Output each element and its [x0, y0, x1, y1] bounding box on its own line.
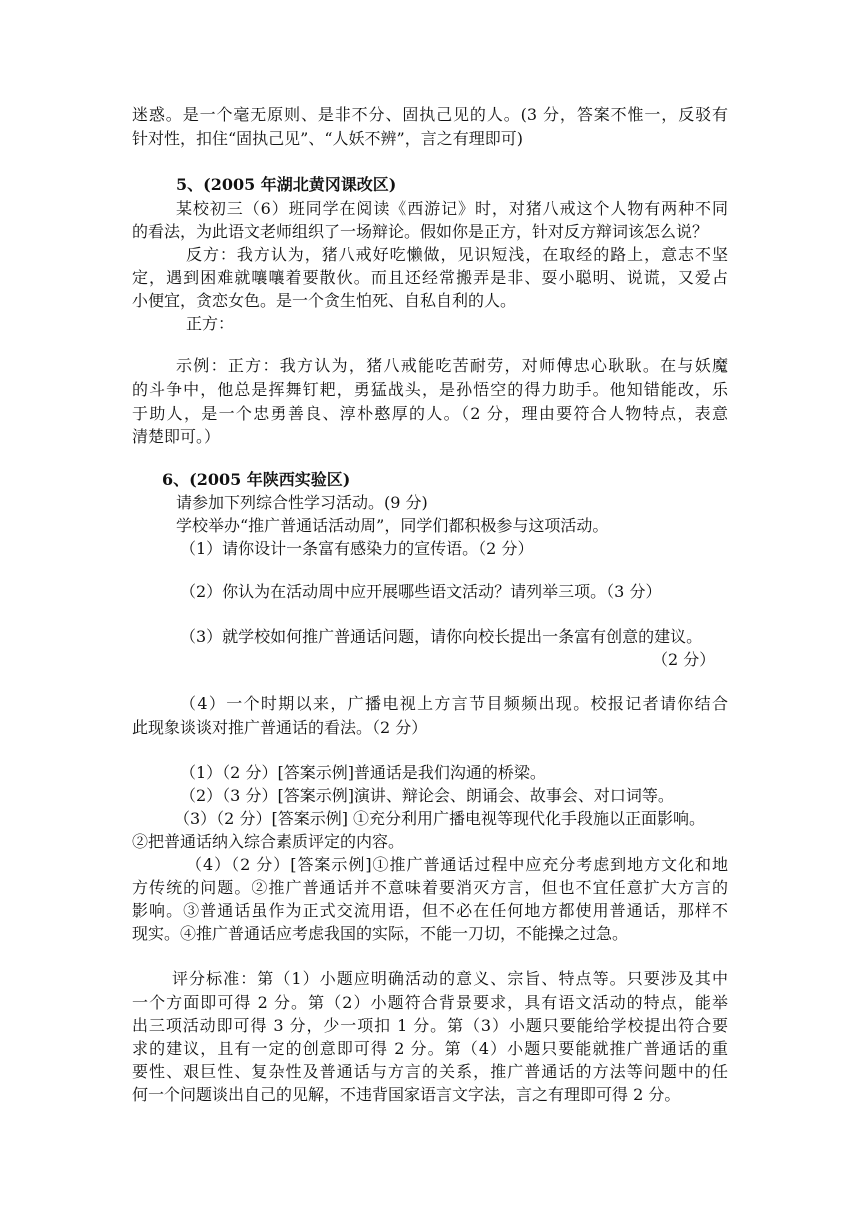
- q5-example-line-1: 示例：正方：我方认为，猪八戒能吃苦耐劳，对师傅忠心耿耿。在与妖魔: [176, 356, 728, 375]
- q6-answer-4-line-2: 方传统的问题。②推广普通话并不意味着要消灭方言，但也不宜任意扩大方言的: [132, 878, 728, 897]
- q6-heading: 6、(2005 年陕西实验区): [162, 470, 351, 489]
- q5-example-line-2: 的斗争中，他总是挥舞钉耙，勇猛战头，是孙悟空的得力助手。他知错能改，乐: [132, 380, 728, 399]
- q6-answer-1: （1）（2 分）[答案示例]普通话是我们沟通的桥梁。: [180, 763, 546, 782]
- q5-prompt-line-1: 某校初三（6）班同学在阅读《西游记》时，对猪八戒这个人物有两种不同: [176, 199, 728, 218]
- q6-scoring-line-6: 何一个问题谈出自己的见解，不违背国家语言文字法，言之有理即可得 2 分。: [132, 1085, 681, 1104]
- q6-sub-question-3-line-2: （2 分）: [652, 650, 716, 669]
- q5-opponent-line-2: 定，遇到困难就嚷嚷着要散伙。而且还经常搬弄是非、耍小聪明、说谎，又爱占: [132, 268, 728, 287]
- q5-opponent-line-3: 小便宜，贪恋女色。是一个贪生怕死、自私自利的人。: [132, 291, 517, 310]
- q5-opponent-line-1: 反方：我方认为，猪八戒好吃懒做，见识短浅，在取经的路上，意志不坚: [186, 245, 728, 264]
- q6-answer-2: （2）（3 分）[答案示例]演讲、辩论会、朗诵会、故事会、对口词等。: [180, 786, 674, 805]
- q6-sub-question-4-line-1: （4）一个时期以来，广播电视上方言节目频频出现。校报记者请你结合: [180, 694, 728, 713]
- q6-answer-4-line-1: （4）（2 分）[答案示例]①推广普通话过程中应充分考虑到地方文化和地: [186, 855, 728, 874]
- intro-answer-line-1: 迷惑。是一个毫无原则、是非不分、固执己见的人。(3 分，答案不惟一，反驳有: [132, 105, 728, 124]
- q5-example-line-3: 于助人，是一个忠勇善良、淳朴憨厚的人。（2 分，理由要符合人物特点，表意: [132, 404, 728, 423]
- q6-context: 学校举办“推广普通话活动周”，同学们都积极参与这项活动。: [176, 516, 609, 535]
- q6-answer-4-line-4: 现实。④推广普通话应考虑我国的实际，不能一刀切，不能操之过急。: [132, 924, 629, 943]
- q6-scoring-line-5: 要性、艰巨性、复杂性及普通话与方言的关系，推广普通话的方法等问题中的任: [132, 1062, 728, 1081]
- q6-answer-4-line-3: 影响。③普通话虽作为正式交流用语，但不必在任何地方都使用普通话，那样不: [132, 901, 728, 920]
- q6-scoring-line-4: 求的建议，且有一定的创意即可得 2 分。第（4）小题只要能就推广普通话的重: [132, 1039, 728, 1058]
- q5-example-line-4: 清楚即可。）: [132, 427, 221, 446]
- q6-instruction: 请参加下列综合性学习活动。(9 分): [176, 493, 428, 512]
- q6-sub-question-1: （1）请你设计一条富有感染力的宣传语。（2 分）: [180, 539, 534, 558]
- q6-sub-question-2: （2）你认为在活动周中应开展哪些语文活动？请列举三项。（3 分）: [180, 582, 662, 601]
- q6-sub-question-4-line-2: 此现象谈谈对推广普通话的看法。（2 分）: [132, 718, 428, 737]
- q6-sub-question-3-line-1: （3）就学校如何推广普通话问题，请你向校长提出一条富有创意的建议。: [180, 627, 703, 646]
- q5-prompt-line-2: 的看法，为此语文老师组织了一场辩论。假如你是正方，针对反方辩词该怎么说？: [132, 222, 709, 241]
- q6-scoring-line-2: 一个方面即可得 2 分。第（2）小题符合背景要求，具有语文活动的特点，能举: [132, 993, 728, 1012]
- intro-answer-line-2: 针对性，扣住“固执己见”、“人妖不辨”，言之有理即可): [132, 129, 523, 148]
- q6-answer-3-line-2: ②把普通话纳入综合素质评定的内容。: [132, 832, 405, 851]
- q6-scoring-line-3: 出三项活动即可得 3 分，少一项扣 1 分。第（3）小题只要能给学校提出符合要: [132, 1016, 728, 1035]
- q6-answer-3-line-1: （3）（2 分）[答案示例] ①充分利用广播电视等现代化手段施以正面影响。: [174, 809, 706, 828]
- q5-heading: 5、(2005 年湖北黄冈课改区): [176, 175, 397, 194]
- q6-scoring-line-1: 评分标准：第（1）小题应明确活动的意义、宗旨、特点等。只要涉及其中: [172, 969, 728, 988]
- q5-pro-label: 正方：: [186, 314, 235, 333]
